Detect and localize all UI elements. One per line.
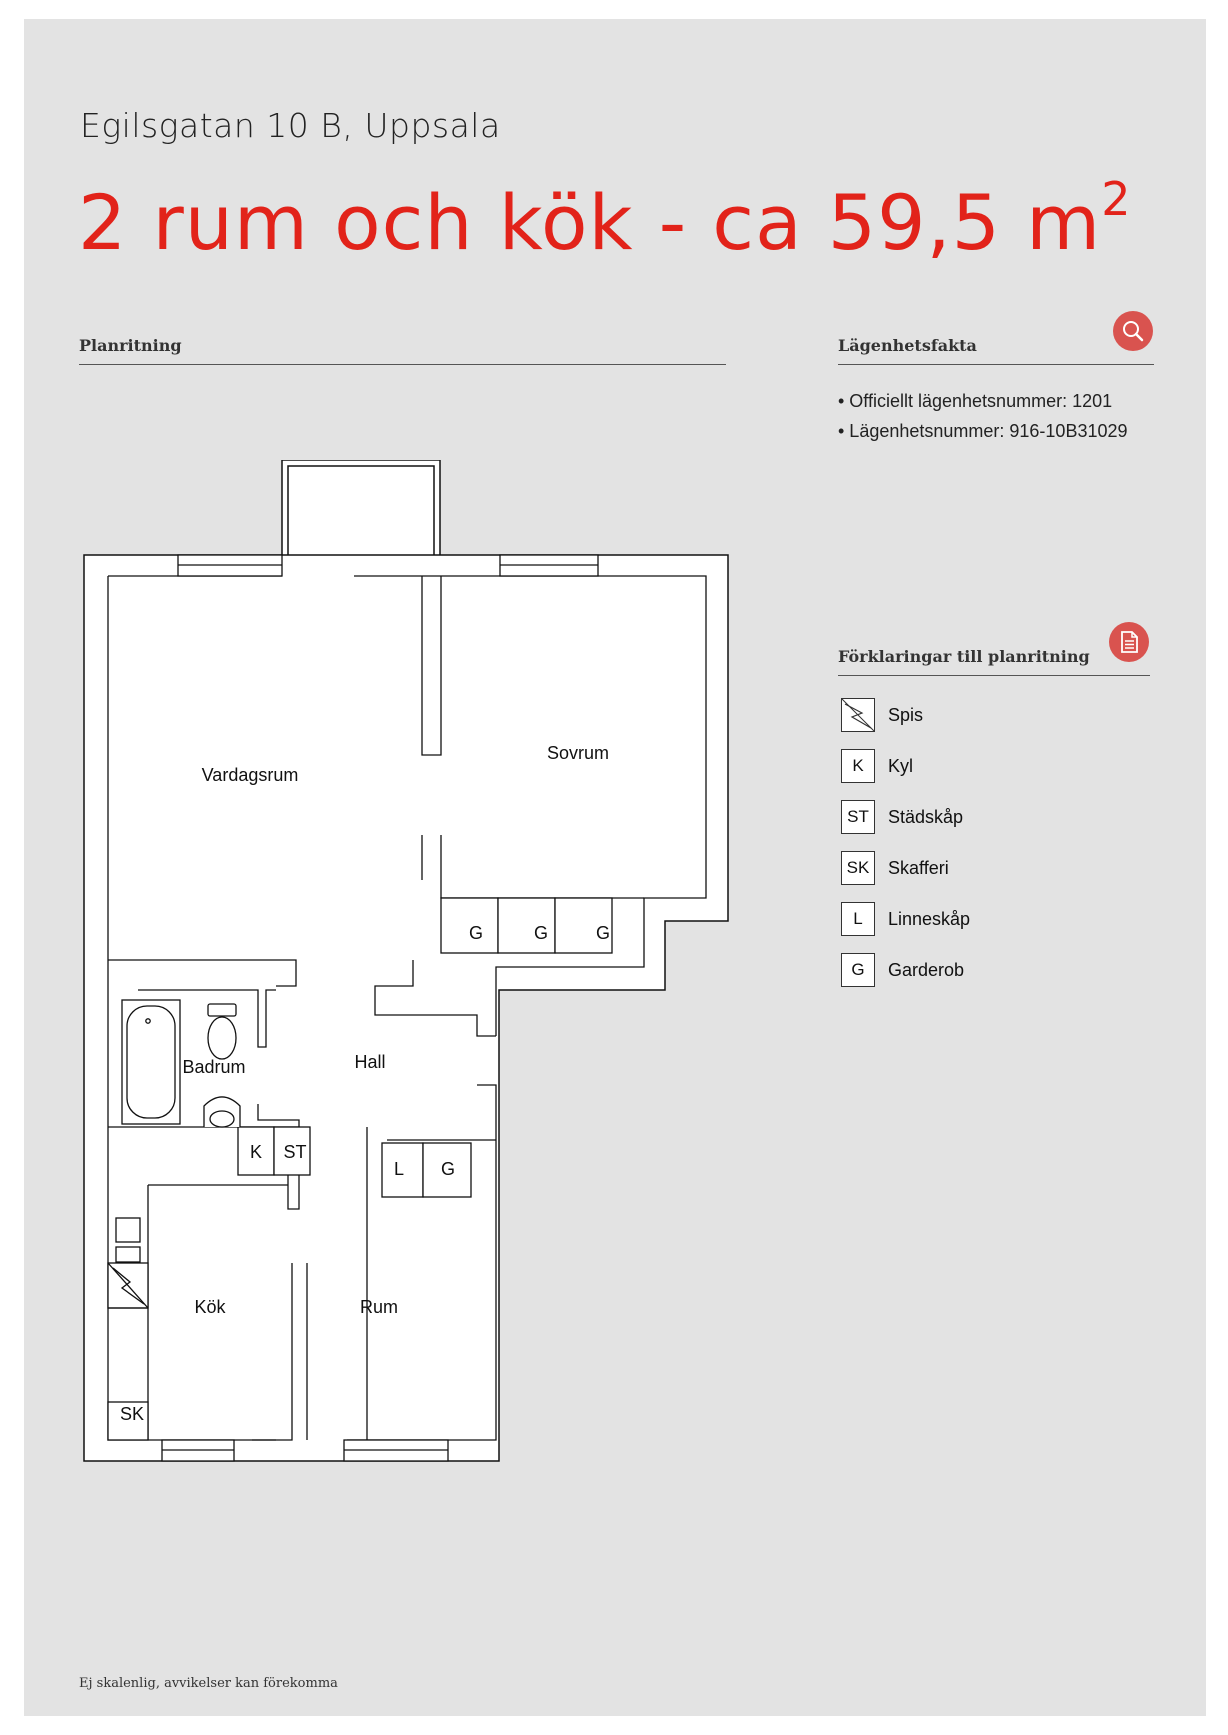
room-rum: Rum (359, 1297, 399, 1317)
legend-item-skafferi (841, 850, 949, 886)
legend-section-title: Förklaringar till planritning (838, 647, 1090, 666)
fact-apartment-number: • Lägenhetsnummer: 916-10B31029 (838, 421, 1128, 441)
legend-code: K (841, 749, 875, 783)
facts-section-title: Lägenhetsfakta (838, 336, 977, 355)
legend-section-rule (838, 675, 1150, 676)
closet-k: K (249, 1142, 263, 1162)
legend-label: Städskåp (888, 806, 964, 827)
plan-section-rule (79, 364, 726, 365)
legend-code: SK (841, 851, 875, 885)
legend-code: ST (841, 800, 875, 834)
headline (78, 172, 1132, 267)
bathtub (122, 1000, 180, 1124)
room-hall: Hall (354, 1052, 386, 1072)
room-badrum: Badrum (182, 1057, 246, 1077)
room-kok: Kök (194, 1297, 226, 1317)
footnote: Ej skalenlig, avvikelser kan förekomma (79, 1676, 338, 1691)
legend-label: Spis (888, 704, 924, 725)
legend-item-stadskap (841, 799, 963, 835)
room-sovrum: Sovrum (546, 743, 610, 763)
toilet (208, 1004, 236, 1059)
facts-section-rule (838, 364, 1154, 365)
legend-code: G (841, 953, 875, 987)
closet-st: ST (283, 1142, 307, 1162)
closet-g1: G (468, 923, 484, 943)
headline-superscript: 2 (1101, 172, 1132, 226)
legend-item-garderob (841, 952, 964, 988)
sink (204, 1097, 240, 1127)
stove-icon (841, 698, 875, 732)
legend-item-spis (841, 697, 923, 733)
plan-section-title: Planritning (79, 336, 182, 355)
magnifier-icon (1113, 311, 1153, 351)
legend-label: Kyl (888, 755, 914, 776)
closet-sk: SK (119, 1404, 145, 1424)
floor-plan (82, 460, 732, 1470)
legend-label: Garderob (888, 959, 965, 980)
closet-g4: G (440, 1159, 456, 1179)
closet-g2: G (533, 923, 549, 943)
legend-item-kyl (841, 748, 913, 784)
legend-label: Skafferi (888, 857, 949, 878)
closet-g3: G (595, 923, 611, 943)
legend-label: Linneskåp (888, 908, 971, 929)
closet-l: L (393, 1159, 405, 1179)
room-vardagsrum: Vardagsrum (201, 765, 299, 785)
headline-text: 2 rum och kök - ca 59,5 m (78, 178, 1102, 267)
document-icon (1109, 622, 1149, 662)
address: Egilsgatan 10 B, Uppsala (80, 106, 501, 145)
fact-official-number: • Officiellt lägenhetsnummer: 1201 (838, 391, 1113, 411)
legend-code: L (841, 902, 875, 936)
balcony (282, 460, 440, 556)
legend-item-linneskap (841, 901, 970, 937)
